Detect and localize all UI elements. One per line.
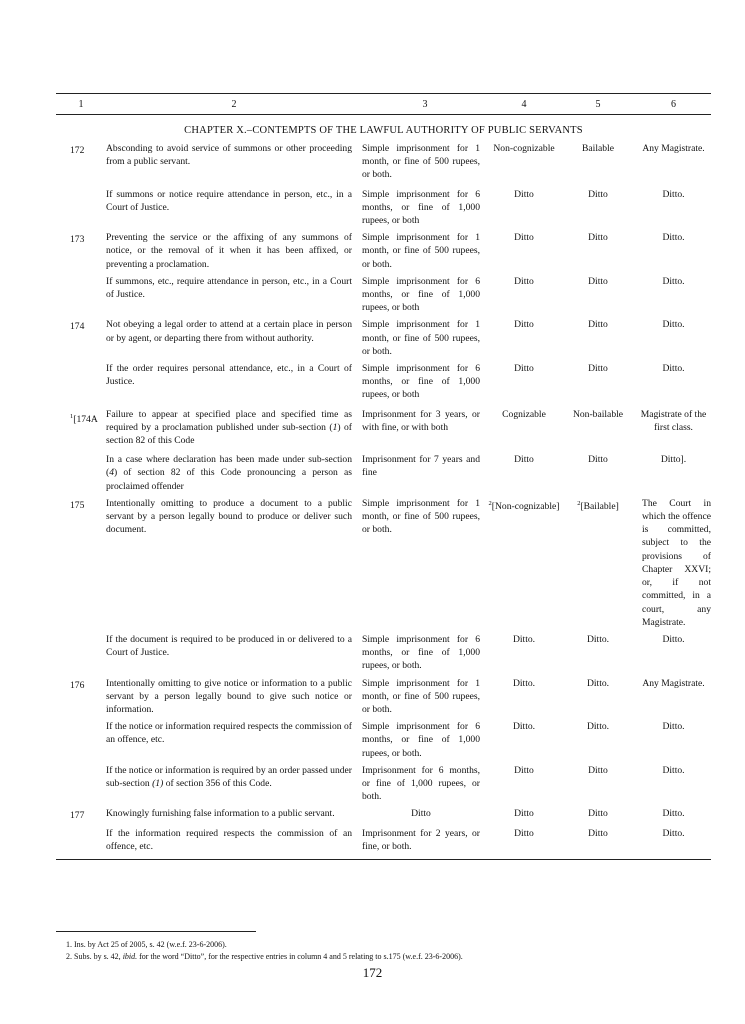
footnote-2-text-a: 2. Subs. by s. 42, <box>66 952 123 961</box>
table-row <box>56 497 711 629</box>
punishment-cell <box>362 720 488 760</box>
section-number-cell <box>56 362 106 402</box>
offence-cell <box>106 318 362 358</box>
court-text: Ditto. <box>662 275 685 287</box>
bailable-cell <box>560 275 636 315</box>
cognizable-text: Ditto <box>514 232 534 244</box>
chapter-heading <box>56 125 711 136</box>
punishment-text: Simple imprisonment for 6 months, or fine of 1,000 rupees, or both <box>362 188 480 227</box>
offence-text: If the notice or information required respects the commission of an offence, etc. <box>106 721 352 746</box>
punishment-text: Imprisonment for 3 years, or with fine, or with both <box>362 408 480 433</box>
court-text: Ditto. <box>662 721 685 733</box>
bailable-cell <box>560 497 636 629</box>
offence-italic: (1) <box>152 777 164 789</box>
section-number-cell <box>56 497 106 629</box>
court-text: Ditto. <box>662 319 685 331</box>
punishment-cell <box>362 188 488 228</box>
section-number-cell <box>56 188 106 228</box>
court-cell <box>636 318 711 358</box>
offence-text-b: ) of section 82 of this Code pronouncing a person as proclaimed offender <box>106 467 352 492</box>
court-cell <box>636 633 711 673</box>
court-text: Magistrate of the first class. <box>640 408 707 433</box>
court-cell <box>636 362 711 402</box>
table-row <box>56 807 711 822</box>
cognizable-text: Ditto <box>514 363 534 375</box>
court-text: Ditto. <box>662 363 685 375</box>
offence-text-a: If the notice or information is required by an order passed under sub-section <box>106 764 352 789</box>
offence-text: Preventing the service or the affixing of any summons of notice, or the removal of it when it has been affixed, or preventing a proclamation. <box>106 232 352 270</box>
bailable-text: Ditto <box>588 363 608 375</box>
punishment-cell <box>362 318 488 358</box>
table-row <box>56 362 711 402</box>
offence-italic: 1 <box>332 421 338 433</box>
footnote-1: 1. Ins. by Act 25 of 2005, s. 42 (w.e.f. 23-6-2006). <box>66 940 227 949</box>
offence-cell <box>106 453 362 493</box>
cognizable-cell <box>488 720 560 760</box>
court-cell <box>636 827 711 853</box>
section-number: 175 <box>70 499 85 511</box>
section-number-cell <box>56 827 106 853</box>
bottom-rule <box>56 859 711 860</box>
cognizable-text: Cognizable <box>502 408 546 420</box>
punishment-text: Simple imprisonment for 6 months, or fine of 1,000 rupees, or both. <box>362 633 480 672</box>
punishment-text: Ditto <box>411 808 431 820</box>
offence-text-b: ) of section 82 of this Code <box>106 421 352 447</box>
cognizable-cell <box>488 453 560 493</box>
bailable-text: Ditto <box>588 275 608 287</box>
section-number: 173 <box>70 234 85 246</box>
bailable-text: Ditto <box>588 808 608 820</box>
chapter-prefix: C <box>184 125 192 136</box>
bailable-text: Ditto <box>588 319 608 331</box>
offence-text: Intentionally omitting to give notice or information to a public servant by a person legally bound to give such notice or information. <box>106 677 352 715</box>
court-text: Ditto. <box>662 827 685 839</box>
offence-text-a: In a case where declaration has been made under sub-section ( <box>106 454 352 479</box>
bailable-cell <box>560 633 636 673</box>
cognizable-text: Ditto. <box>512 633 536 645</box>
cognizable-text: Ditto <box>514 764 534 776</box>
punishment-text: Simple imprisonment for 1 month, or fine of 500 rupees, or both. <box>362 232 480 270</box>
court-text: The Court in which the offence is committed, subject to the provisions of Chapter XXVI; or, if not committed, in a court, any Magistrate. <box>642 497 711 628</box>
punishment-text: Simple imprisonment for 1 month, or fine of 500 rupees, or both. <box>362 497 480 536</box>
court-cell <box>636 188 711 228</box>
bailable-text: Ditto. <box>586 633 610 645</box>
punishment-text: Simple imprisonment for 6 months, or fine of 1,000 rupees, or both <box>362 363 480 401</box>
offence-text: Knowingly furnishing false information to a public servant. <box>106 808 335 820</box>
section-number-cell <box>56 318 106 358</box>
cognizable-cell <box>488 188 560 228</box>
footnote-2-ibid: ibid. <box>122 952 138 961</box>
court-text: Ditto. <box>662 188 685 200</box>
punishment-cell <box>362 497 488 629</box>
cognizable-text: Ditto. <box>512 721 536 733</box>
chapter-dash: – <box>246 125 253 136</box>
offence-text-a: Failure to appear at specified place and specified time as required by a proclamation published under sub-section ( <box>106 408 352 433</box>
table-row <box>56 677 711 717</box>
cognizable-cell <box>488 764 560 804</box>
offence-text: Not obeying a legal order to attend at a certain place in person or by agent, or departing there from without authority. <box>106 319 352 344</box>
cognizable-cell <box>488 807 560 822</box>
court-cell <box>636 720 711 760</box>
offence-cell <box>106 764 362 804</box>
bailable-cell <box>560 188 636 228</box>
section-number-cell <box>56 807 106 822</box>
column-number-6: 6 <box>671 98 676 110</box>
cognizable-footnote-mark: 2 <box>488 499 492 507</box>
section-number-cell <box>56 633 106 673</box>
court-cell <box>636 453 711 493</box>
offence-cell <box>106 807 362 822</box>
section-number: [174A <box>73 413 98 425</box>
cognizable-cell <box>488 142 560 182</box>
section-number-cell <box>56 453 106 493</box>
bailable-text: [Bailable] <box>580 501 619 513</box>
offence-italic: 4 <box>109 467 114 479</box>
punishment-text: Imprisonment for 6 months, or fine of 1,000 rupees, or both. <box>362 764 480 803</box>
offence-text: Intentionally omitting to produce a document to a public servant by a person legally bound to produce or deliver such document. <box>106 497 352 536</box>
footnotes <box>66 939 463 963</box>
bailable-text: Ditto <box>588 454 608 466</box>
offence-cell <box>106 677 362 717</box>
bailable-cell <box>560 231 636 271</box>
punishment-text: Simple imprisonment for 1 month, or fine of 500 rupees, or both. <box>362 319 480 357</box>
bailable-text: Bailable <box>582 143 614 154</box>
court-cell <box>636 408 711 448</box>
table-row <box>56 633 711 673</box>
chapter-title-first: C <box>252 125 260 136</box>
cognizable-text: Ditto <box>514 319 534 331</box>
punishment-text: Simple imprisonment for 1 month, or fine of 500 rupees, or both. <box>362 143 480 181</box>
court-cell <box>636 764 711 804</box>
offence-cell <box>106 275 362 315</box>
cognizable-text: Ditto <box>514 808 534 820</box>
bailable-cell <box>560 142 636 182</box>
cognizable-text: Ditto <box>514 454 534 466</box>
cognizable-text: Ditto <box>514 188 534 200</box>
offence-cell <box>106 408 362 448</box>
bailable-text: Ditto. <box>586 721 610 733</box>
footnote-2 <box>66 951 463 963</box>
offence-cell <box>106 142 362 182</box>
offence-cell <box>106 188 362 228</box>
court-cell <box>636 807 711 822</box>
punishment-cell <box>362 231 488 271</box>
punishment-cell <box>362 807 488 822</box>
table-row <box>56 318 711 358</box>
offence-text: If the information required respects the commission of an offence, etc. <box>106 827 352 852</box>
cognizable-text: Ditto <box>514 275 534 287</box>
punishment-text: Simple imprisonment for 6 months, or fine of 1,000 rupees, or both. <box>362 721 480 759</box>
table-row <box>56 231 711 271</box>
offence-text: If the order requires personal attendance, etc., in a Court of Justice. <box>106 363 352 388</box>
section-number-cell <box>56 764 106 804</box>
cognizable-text: Non-cognizable <box>493 143 555 154</box>
schedule-page <box>56 93 711 860</box>
court-text: Ditto. <box>662 232 685 244</box>
chapter-prefix-rest: HAPTER <box>191 125 234 136</box>
offence-text: Absconding to avoid service of summons or other proceeding from a public servant. <box>106 143 352 168</box>
cognizable-cell <box>488 408 560 448</box>
offence-table <box>56 142 711 853</box>
bailable-text: Ditto <box>588 827 608 839</box>
bailable-text: Ditto <box>588 188 608 200</box>
cognizable-cell <box>488 362 560 402</box>
column-number-1: 1 <box>78 98 84 110</box>
punishment-cell <box>362 827 488 853</box>
punishment-cell <box>362 408 488 448</box>
cognizable-cell <box>488 633 560 673</box>
footnote-rule <box>56 931 256 932</box>
table-row <box>56 188 711 228</box>
punishment-cell <box>362 362 488 402</box>
section-number: 174 <box>70 321 85 333</box>
bailable-footnote-mark: 2 <box>577 499 581 507</box>
section-number: 172 <box>70 145 85 156</box>
section-number-cell <box>56 231 106 271</box>
bailable-cell <box>560 827 636 853</box>
punishment-text: Imprisonment for 2 years, or fine, or both. <box>362 827 480 852</box>
offence-cell <box>106 633 362 673</box>
section-number-cell <box>56 142 106 182</box>
table-row <box>56 827 711 853</box>
court-text: Ditto]. <box>660 454 687 466</box>
court-cell <box>636 677 711 717</box>
section-number: 177 <box>70 810 85 822</box>
bailable-cell <box>560 764 636 804</box>
section-number-cell <box>56 408 106 448</box>
bailable-text: Ditto. <box>586 677 610 689</box>
chapter-title-rest: ONTEMPTS OF THE LAWFUL AUTHORITY OF PUBLIC SERVANTS <box>259 125 583 136</box>
court-cell <box>636 275 711 315</box>
court-cell <box>636 497 711 629</box>
punishment-cell <box>362 453 488 493</box>
court-cell <box>636 142 711 182</box>
court-text: Ditto. <box>662 808 685 820</box>
bailable-cell <box>560 453 636 493</box>
cognizable-text: [Non-cognizable] <box>491 501 560 513</box>
bailable-cell <box>560 807 636 822</box>
offence-text: If the document is required to be produced in or delivered to a Court of Justice. <box>106 633 352 659</box>
offence-cell <box>106 231 362 271</box>
chapter-number: X. <box>233 125 247 136</box>
bailable-text: Non-bailable <box>572 408 624 420</box>
column-number-header <box>56 94 711 115</box>
column-number-5: 5 <box>595 98 601 110</box>
punishment-cell <box>362 633 488 673</box>
court-cell <box>636 231 711 271</box>
section-footnote-mark: 1 <box>70 412 74 420</box>
column-number-4: 4 <box>521 98 527 110</box>
column-number-3: 3 <box>422 98 428 110</box>
cognizable-cell <box>488 827 560 853</box>
punishment-cell <box>362 677 488 717</box>
offence-text: If summons or notice require attendance in person, etc., in a Court of Justice. <box>106 188 352 213</box>
footnote-2-text-b: for the word “Ditto”, for the respective entries in column 4 and 5 relating to s.175 (w.e.f. 23-6-2006). <box>137 952 463 961</box>
section-number-cell <box>56 677 106 717</box>
cognizable-cell <box>488 497 560 629</box>
offence-cell <box>106 720 362 760</box>
court-text: Any Magistrate. <box>642 677 705 689</box>
section-number: 176 <box>70 679 85 691</box>
court-text: Any Magistrate. <box>642 143 705 154</box>
punishment-cell <box>362 142 488 182</box>
bailable-text: Ditto <box>588 764 608 776</box>
table-row <box>56 764 711 804</box>
column-number-2: 2 <box>231 98 237 110</box>
page-number: 172 <box>362 965 383 980</box>
bailable-cell <box>560 408 636 448</box>
table-row <box>56 275 711 315</box>
bailable-cell <box>560 318 636 358</box>
cognizable-text: Ditto. <box>512 677 536 689</box>
table-row <box>56 453 711 493</box>
section-number-cell <box>56 275 106 315</box>
cognizable-cell <box>488 677 560 717</box>
offence-text-b: of section 356 of this Code. <box>163 777 272 789</box>
offence-text: If summons, etc., require attendance in person, etc., in a Court of Justice. <box>106 275 352 301</box>
punishment-text: Imprisonment for 7 years and fine <box>362 454 480 479</box>
bailable-cell <box>560 677 636 717</box>
punishment-cell <box>362 275 488 315</box>
court-text: Ditto. <box>662 633 685 645</box>
cognizable-cell <box>488 275 560 315</box>
bailable-cell <box>560 362 636 402</box>
bailable-cell <box>560 720 636 760</box>
table-row <box>56 142 711 182</box>
offence-cell <box>106 362 362 402</box>
cognizable-cell <box>488 318 560 358</box>
court-text: Ditto. <box>662 764 685 776</box>
cognizable-cell <box>488 231 560 271</box>
bailable-text: Ditto <box>588 232 608 244</box>
offence-cell <box>106 497 362 629</box>
table-row <box>56 720 711 760</box>
table-row <box>56 408 711 448</box>
cognizable-text: Ditto <box>514 827 534 839</box>
offence-cell <box>106 827 362 853</box>
section-number-cell <box>56 720 106 760</box>
punishment-text: Simple imprisonment for 6 months, or fine of 1,000 rupees, or both <box>362 275 480 314</box>
punishment-cell <box>362 764 488 804</box>
punishment-text: Simple imprisonment for 1 month, or fine of 500 rupees, or both. <box>362 677 480 715</box>
